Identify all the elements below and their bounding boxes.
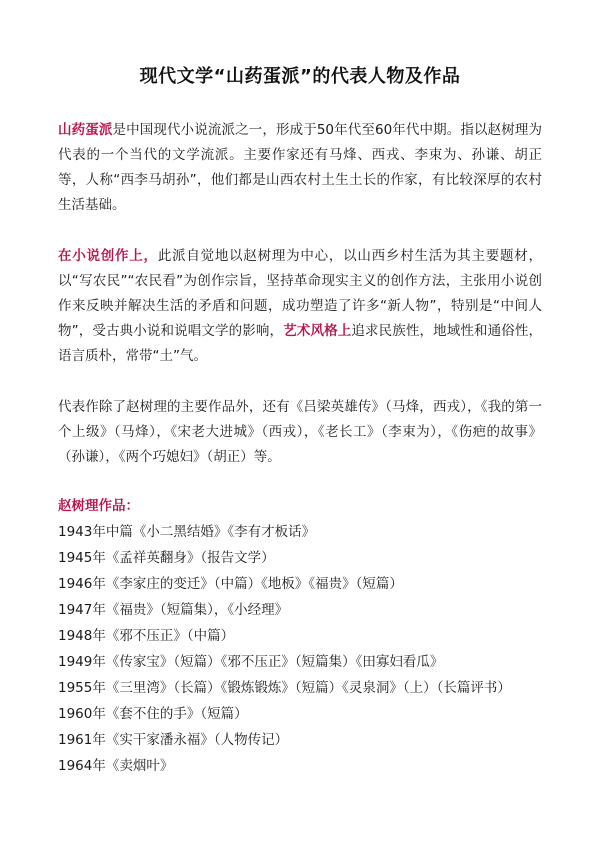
- creation-paragraph: [58, 244, 542, 369]
- creation-highlight: 在小说创作上，: [58, 248, 158, 264]
- work-item: 1948年《邪不压正》（中篇）: [58, 628, 235, 644]
- work-item: 1949年《传家宝》（短篇）《邪不压正》（短篇集）《田寡妇看瓜》: [58, 654, 444, 670]
- work-item: 1960年《套不住的手》（短篇）: [58, 706, 248, 722]
- intro-text: 是中国现代小说流派之一，形成于50年代至60年代中期。指以赵树理为代表的一个当代的文学流派。主要作家还有马烽、西戎、李束为、孙谦、胡正等，人称“西李马胡孙”，他们都是山西农村土生土长的作家，有比较深厚的农村生活基础。: [58, 122, 543, 213]
- style-highlight: 艺术风格上: [283, 323, 352, 339]
- intro-paragraph: [58, 118, 542, 218]
- work-item: 1964年《卖烟叶》: [58, 758, 174, 774]
- work-item: 1945年《孟祥英翻身》（报告文学）: [58, 550, 275, 566]
- work-item: 1943年中篇《小二黑结婚》《李有才板话》: [58, 524, 316, 540]
- works-list: [58, 519, 542, 779]
- representative-works-paragraph: 代表作除了赵树理的主要作品外，还有《吕梁英雄传》（马烽，西戎），《我的第一个上级》（马烽），《宋老大进城》（西戎），《老长工》（李束为），《伤疤的故事》（孙谦），《两个巧媳妇》（胡正）等。: [58, 399, 542, 465]
- creation-text: 此派自觉地以赵树理为中心，以山西乡村生活为其主要题材，以“写农民”“农民看”为创作宗旨，坚持革命现实主义的创作方法，主张用小说创作来反映并解决生活的矛盾和问题，成功塑造了许多“新人物”，特别是“中间人物”，受古典小说和说唱文学的影响，: [58, 248, 543, 339]
- intro-highlight: 山药蛋派: [58, 122, 113, 138]
- work-item: 1961年《实干家潘永福》（人物传记）: [58, 732, 289, 748]
- work-item: 1947年《福贵》（短篇集），《小经理》: [58, 602, 289, 618]
- page-title: 现代文学“山药蛋派”的代表人物及作品: [139, 66, 461, 87]
- work-item: 1946年《李家庄的变迁》（中篇）《地板》《福贵》（短篇）: [58, 576, 403, 592]
- style-text: 追求民族性，地域性和通俗性，语言质朴，常带“土”气。: [58, 323, 543, 364]
- works-heading: 赵树理作品：: [58, 498, 139, 514]
- work-item: 1955年《三里湾》（长篇）《锻炼锻炼》（短篇）《灵泉洞》（上）（长篇评书）: [58, 680, 511, 696]
